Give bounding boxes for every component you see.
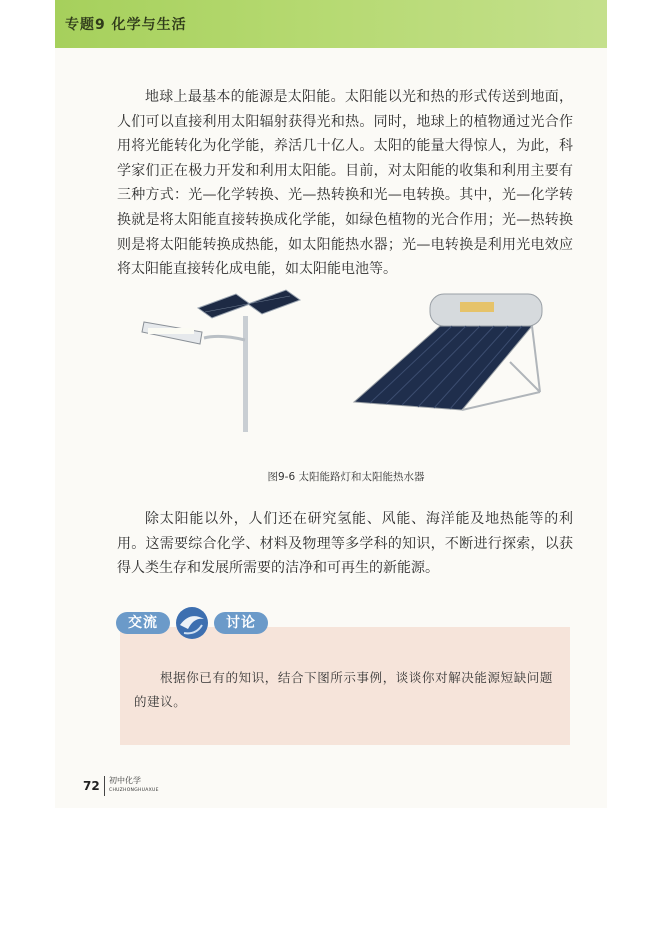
page-number: 72: [83, 779, 100, 793]
figure-caption: 图9-6 太阳能路灯和太阳能热水器: [267, 471, 425, 483]
footer-book-pinyin: CHUZHONGHUAXUE: [109, 788, 159, 793]
discussion-swirl-icon: [170, 605, 214, 641]
discussion-label-right: 讨论: [214, 612, 268, 634]
discussion-label-left: 交流: [116, 612, 170, 634]
body-paragraph-1: 地球上最基本的能源是太阳能。太阳能以光和热的形式传送到地面，人们可以直接利用太阳辐射获得光和热。同时，地球上的植物通过光合作用将光能转化为化学能，养活几十亿人。太阳的能量大得惊人，为此，科学家们正在极力开发和利用太阳能。目前，对太阳能的收集和利用主要有三种方式：光—化学转换、光—热转换和光—电转换。其中，光—化学转换就是将太阳能直接转换成化学能，如绿色植物的光合作用；光—热转换则是将太阳能转换成热能，如太阳能热水器；光—电转换是利用光电效应将太阳能直接转化成电能，如太阳能电池等。: [117, 89, 573, 278]
body-paragraph-2: 除太阳能以外，人们还在研究氢能、风能、海洋能及地热能等的利用。这需要综合化学、材料及物理等多学科的知识，不断进行探索，以获得人类生存和发展所需要的洁净和可再生的新能源。: [117, 511, 573, 577]
solar-figure: [140, 282, 550, 432]
discussion-heading: [116, 605, 276, 641]
footer-book-title: [109, 776, 159, 796]
discussion-text: 根据你已有的知识，结合下图所示事例，谈谈你对解决能源短缺问题的建议。: [134, 670, 554, 709]
solar-illustration: [140, 282, 550, 432]
solar-water-heater-illustration: [354, 294, 542, 410]
chapter-title: 专题9 化学与生活: [65, 17, 187, 33]
footer-divider: [104, 776, 105, 796]
footer-book-name: 初中化学: [109, 776, 141, 785]
solar-street-lamp-illustration: [142, 290, 300, 432]
